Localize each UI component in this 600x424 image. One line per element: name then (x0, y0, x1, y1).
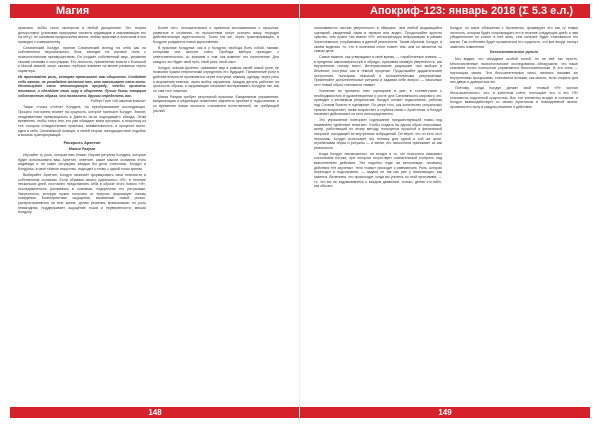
left-page-footer (10, 407, 300, 418)
quote-author: Роберт Грин «48 законов власти» (90, 99, 146, 104)
paragraph: Колдун, освоив Архетип, осваивает мир в рамках своей новой роли, не позволяя чужим стереотипам определять его будущее. Применение роли в действительности проявляется через поступки, мимику, одежду, через речь и выражение мнения, через выбор окружения. Каждая деталь работает на цельность образа, и окружающие начинают воспринимать Колдуна так, как он сам того пожелал. (153, 65, 279, 93)
paragraph: Сатанинский Колдун, приняв Сатанинский взгляд на себя как на собственного персонального бога, выходит на игровое поле с психологическим преимуществом. Он создаёт собственный вкус, управляя своими словами и поступками. Его личность, применение власти с Большой и Малой магией, могут оказать глубокое влияние на менее развитые черты характера. (18, 45, 146, 74)
paragraph: Это упражнение повторяет содержание предшествующей главы под названием «действие энергии». Чтобы создать на одном образ персонажа, актёр, работающий по этому методу, пользуется прошлой и физической энергией, находящей их внутренних побуждений. Он верит, что он есть этот персонаж. Колдун использует эту технику для одной и той же цели, отрабатывая образ и ритуалы — и затем, его психология принимает их как реальность. (314, 118, 442, 150)
right-column-1 (314, 26, 442, 402)
paragraph: Магия Разума требует регулярной практики. Ежедневные упражнения, визуализации и медитации позволяют закрепить архетип в подсознании, и со временем новая личность становится естественной, не требующей усилий. (153, 94, 279, 113)
paragraph: Также «точка отчёта» Колдуна, на преобразование последующих. Процесс постоянно влияет на сущность, которое приносит Колдун. Значит, неадекватным превращаться в Дженты из-за подходящего обхода. Этим временем, чтобы стать тем, кто уже обладает всем прочным, а поскольку из тех, которые отождествляют практика, внимательность, в процессе всего, идея и себя. Сатанинской позиции, в своей теории, находящих своё подобие и восемь трансформаций. (18, 105, 146, 138)
paragraph: Самое важное, как утверждают в своё время, — отработанные знания, — в пределах закономерностей и обряды, принимая мнимую уверенность, как внутреннюю основу всего. Интегрирование разрешает при выборе в безличие, поступки, как в тёмной прорезке. Продолжайте дидактические построения, пользуясь лексикой и положительными результатами. Применяйте дополнительные ритуалы и задавая себе вопрос — насколько этот новый образ становится «вами». (314, 55, 442, 88)
section-heading: Раскрыть Архетип (63, 139, 101, 145)
paragraph: практики, чтобы стать экспертом в любой дисциплине. Это теория делоусловно (учитывая природные таланты индивидов и смальвовшую его на лету), но основная предпосылка верна: любая практика в конечном итоге приводит к совершенству. (18, 26, 146, 44)
paragraph: оплачиваются частью уверенности в эйфории, чем любой выдающийся сценарий, увиденный нами в первом или видео. Продолжайте крутить чувство, чем нужно «из имени «Я», интерпретируя информацию в рамках Черноземелья, углубившись в данной реальности. Таким образом, Колдун, в своём видении, то, что в конечном итоге станет тем, кем он является на самом деле. (314, 26, 442, 54)
left-header-title: Магия (56, 5, 90, 17)
left-page-number: 148 (148, 408, 162, 417)
paragraph: Когда Колдун «включается», он входит в то, что психологи называют состоянием потока, при котором отсутствует сознательный контроль над выполнением действия. Это подобно езде на велосипеде: поначалу действия «не заучены», тело «само» приходит к равновесию. Роль, которая переходит в подсознание, — задача не так как уже у начинающих, как кажется. Велением, что происходит, когда вы учитесь по этой программе, — то, что вы не задумываетесь о каждом движении, только, делая что-либо, как обычно. (314, 151, 442, 189)
paragraph: Поэтому, когда Колдун делает свой «новый «Я» частью бессознательного, оно, в конечном счёте, поглощает его, и это «Я» становится подлинной сущностью. Все эти элементы входят в сознание, и Колдун взаимодействует со своим Архетипом в повседневной жизни, проявляя его силу в каждом решении и действии. (450, 86, 578, 109)
paragraph: В практике Колдунье, как и у Колдуна, свобода быть собой, такими, которыми она захочет стать. Свобода выбора приходит с ответственностью, со знанием о том, как изменит это стремление. Для каждого это будет свой путь, свой риск, свой опыт. (153, 45, 279, 64)
section-heading: Бессознательное рулит (489, 50, 538, 55)
paragraph: Усиление во времени этих сценариев в уме, в соответствии с необходимостью в удовлетворении и росте для Сатанинского мирового эго, приводит к желаемым результатам. Колдун готовит подсознание, работая над Словом Власти в сценариях. По мере того, как количество ритуальных практик возрастает, также возрастает и глубина связи с Архетипом, и Колдун начинает действовать из него непосредственно. (314, 88, 442, 117)
right-column-2 (450, 26, 578, 402)
paragraph: Более того, положительные и приятные воспоминания о прошлом, развитые в сознании, по прошествии могут усилить вашу текущую действительную идентичность. Точно так же, через трансформацию, в Колдуне рождается новое вдохновение. (153, 26, 279, 44)
epigraph-quote: Не принимайте роль, которая превышает вам общество. Создайте себя заново, не угождайте желанию тех, кто навязывает свою волю. Используйте свою неповторимую природу, чтобы привлечь внимание, и сделайте свою игру в обществе. Лучше быть творцом собственного образа, чем позволять другим определять вас. (18, 74, 146, 98)
section-subheading: Магия Разума (68, 146, 96, 151)
paragraph: Изучайте ту роль, которая вам ближе. Изучив ритуалы Колдуна, которые будет использовать ваш Архетип, ответьте, какие мысли сознания этого индивида и на каких ситуациях каждая бы дела отнеслась. Колдун и Колдунья, в своё тёмное искусство, подходят к этому с одной точки зрения. (18, 153, 146, 172)
left-page-header (10, 4, 300, 18)
paragraph: Выбирайте Архетип, Колдун начинает формировать свои неясности в собственном сознании. Если обрывки своего идеального «Я», в течение нескольких дней, постоянно представлять себя в образе этого нового «Я», последовательно усиливаясь в сознании, подкрепляя это ритуалами. Уверенность, которую нужно получить от энергии, формирует основу поведения. Благоприятные ощущения, вызванные новой ролью, распространяются на всю жизнь, делая решения возможными; но роль невыгодная, поддерживает ощущение ноши и неуверенности, мешая Колдуну. (18, 172, 146, 215)
right-page (300, 0, 600, 424)
right-page-header (300, 4, 590, 18)
left-column-1 (18, 26, 146, 402)
paragraph: Мы видим, что обладаем особой силой, но не всё так просто. Многочисленные психологические исследования обнаружили, что наше сознание почти полностью управляется бессознательным. И эта сила — настоящая магия. Эти бессознательные силы, являясь нашими же внутренними процессами, становятся ясными, как мысли, если открыть для них дверь и довериться им. (450, 57, 578, 85)
right-page-number: 149 (438, 408, 452, 417)
paragraph: Колдун, по мере сближения с Архетипом, формирует его как ту новую личность, которая будет сопровождать его в течение следующих дней; и чем убедительнее он станет в ней жить, тем сильнее будет становиться его магия. Так отчётливо будет проявляться его сущность, что все вокруг начнут замечать изменения. (450, 26, 578, 49)
left-column-2 (153, 26, 279, 402)
right-page-footer (300, 407, 590, 418)
right-header-title: Апокриф-123: январь 2018 (Σ 5.3 е.л.) (370, 5, 574, 17)
